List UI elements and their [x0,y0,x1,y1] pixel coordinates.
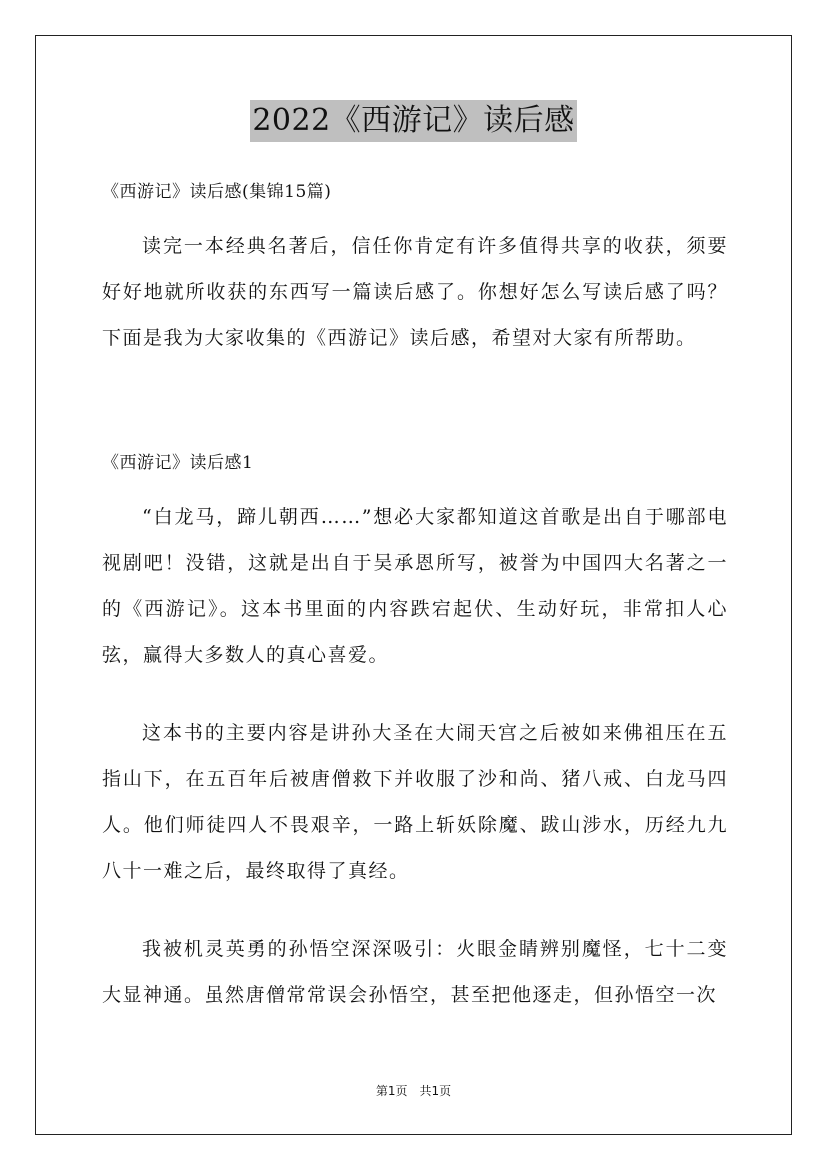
intro-paragraph: 读完一本经典名著后，信任你肯定有许多值得共享的收获，须要好好地就所收获的东西写一篇读后感了。你想好怎么写读后感了吗？下面是我为大家收集的《西游记》读后感，希望对大家有所帮助。 [102,235,728,349]
body-paragraph: 这本书的主要内容是讲孙大圣在大闹天宫之后被如来佛祖压在五指山下，在五百年后被唐僧救下并收服了沙和尚、猪八戒、白龙马四人。他们师徒四人不畏艰辛，一路上斩妖除魔、跋山涉水，历经九九八十一难之后，最终取得了真经。 [102,722,728,882]
body-paragraph: “白龙马，蹄儿朝西……”想必大家都知道这首歌是出自于哪部电视剧吧！没错，这就是出自于吴承恩所写，被誉为中国四大名著之一的《西游记》。这本书里面的内容跌宕起伏、生动好玩，非常扣人心弦，赢得大多数人的真心喜爱。 [102,506,728,666]
body-paragraph: 我被机灵英勇的孙悟空深深吸引：火眼金睛辨别魔怪，七十二变大显神通。虽然唐僧常常误会孙悟空，甚至把他逐走，但孙悟空一次 [102,938,728,1006]
document-subtitle: 《西游记》读后感(集锦15篇) [102,182,332,202]
document-title: 2022《西游记》读后感 [250,100,576,142]
document-title-container [0,100,827,142]
page-number-footer: 第1页 共1页 [375,1084,452,1098]
section-heading: 《西游记》读后感1 [102,453,254,473]
